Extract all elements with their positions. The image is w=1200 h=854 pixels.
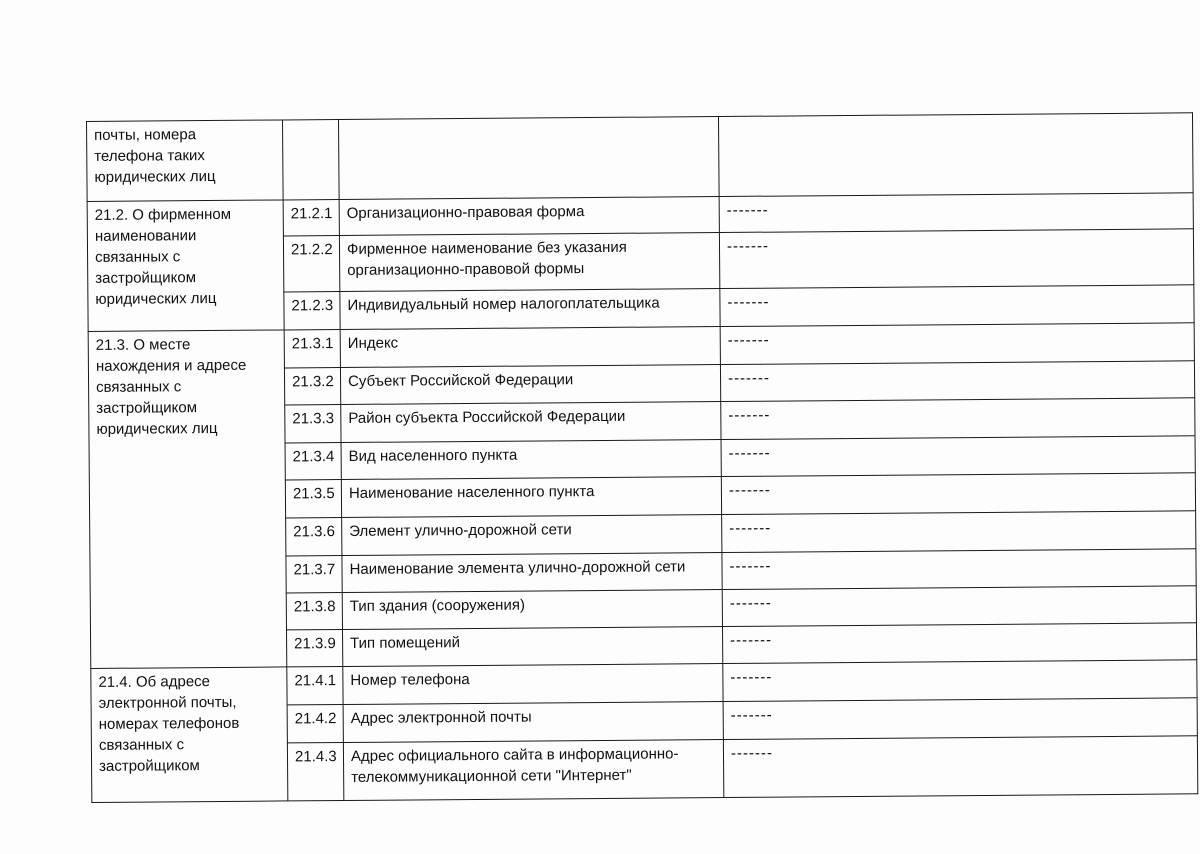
empty-cell	[338, 117, 719, 200]
row-number: 21.3.5	[285, 480, 341, 518]
section-cell-continued: почты, номера телефона таких юридических лиц	[87, 120, 284, 202]
row-description: Наименование элемента улично-дорожной сети	[342, 553, 722, 593]
row-description: Индивидуальный номер налогоплательщика	[340, 289, 720, 330]
row-number: 21.3.4	[285, 443, 341, 480]
section-cell-21-3: 21.3. О месте нахождения и адресе связанных с застройщиком юридических лиц	[88, 330, 287, 669]
row-description: Фирменное наименование без указания организационно-правовой формы	[339, 233, 719, 292]
row-value: -------	[723, 660, 1197, 702]
section-cell-21-2: 21.2. О фирменном наименовании связанных с застройщиком юридических лиц	[87, 200, 284, 332]
row-description: Вид населенного пункта	[341, 440, 721, 480]
row-number: 21.3.7	[286, 556, 342, 593]
row-number: 21.3.9	[287, 630, 343, 667]
row-description: Индекс	[340, 327, 720, 368]
row-value: -------	[720, 361, 1194, 402]
row-number: 21.2.1	[283, 200, 339, 236]
row-description: Тип помещений	[343, 627, 723, 667]
row-value: -------	[723, 698, 1197, 740]
row-value: -------	[719, 229, 1193, 289]
table-row	[87, 113, 1194, 202]
row-number: 21.3.1	[284, 330, 340, 368]
row-value: -------	[721, 473, 1195, 515]
row-value: -------	[721, 436, 1195, 477]
disclosure-table	[86, 112, 1198, 803]
empty-cell	[282, 120, 339, 200]
row-number: 21.2.2	[283, 236, 339, 292]
row-value: -------	[720, 285, 1194, 327]
row-value: -------	[722, 511, 1196, 553]
row-description: Тип здания (сооружения)	[342, 590, 722, 630]
row-value: -------	[722, 549, 1196, 590]
row-number: 21.3.6	[286, 518, 342, 556]
row-number: 21.4.1	[287, 667, 343, 705]
row-number: 21.3.3	[285, 405, 341, 443]
row-value: -------	[720, 323, 1194, 365]
row-number: 21.3.2	[284, 368, 340, 405]
row-description: Район субъекта Российской Федерации	[341, 402, 721, 443]
row-description: Адрес официального сайта в информационно- телекоммуникационной сети "Интернет"	[343, 740, 723, 801]
row-description: Организационно-правовая форма	[339, 197, 719, 236]
row-number: 21.3.8	[286, 593, 342, 630]
row-value: -------	[723, 736, 1197, 798]
row-number: 21.4.3	[287, 742, 343, 800]
row-value: -------	[722, 623, 1196, 664]
section-cell-21-4: 21.4. Об адресе электронной почты, номерах телефонов связанных с застройщиком	[91, 667, 288, 803]
row-value: -------	[719, 193, 1193, 233]
row-value: -------	[722, 586, 1196, 627]
row-value: -------	[721, 398, 1195, 440]
row-number: 21.2.3	[284, 292, 340, 330]
empty-cell	[718, 113, 1193, 197]
row-number: 21.4.2	[287, 704, 343, 742]
row-description: Наименование населенного пункта	[341, 477, 721, 518]
row-description: Элемент улично-дорожной сети	[342, 515, 722, 556]
row-description: Номер телефона	[343, 664, 723, 705]
row-description: Субъект Российской Федерации	[340, 365, 720, 405]
row-description: Адрес электронной почты	[343, 702, 723, 743]
